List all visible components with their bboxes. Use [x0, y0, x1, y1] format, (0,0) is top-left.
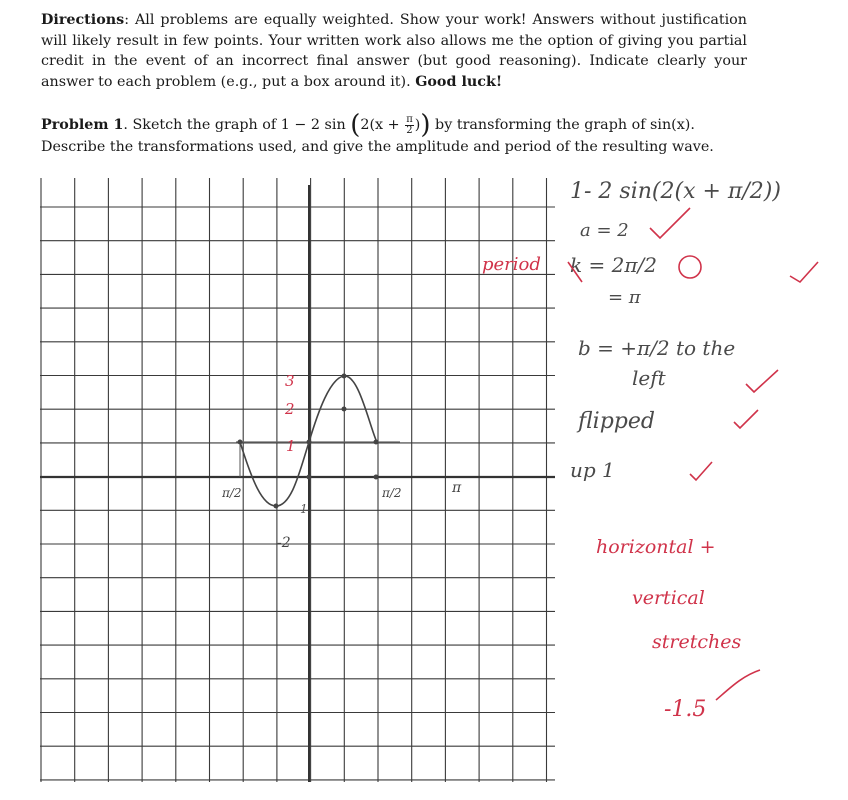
- point: [342, 407, 347, 412]
- y-label-1: 1: [286, 437, 296, 455]
- x-label-neg-pi-half: π/2: [222, 486, 242, 500]
- x-label-pi: π: [452, 480, 462, 496]
- y-label-neg2: -2: [277, 535, 291, 551]
- problem-heading: Problem 1: [41, 117, 124, 133]
- grader-comment-horizontal: horizontal +: [596, 536, 716, 558]
- good-luck: Good luck!: [415, 73, 503, 90]
- grader-comment-vertical: vertical: [632, 587, 705, 609]
- problem-1-statement: Problem 1. Sketch the graph of 1 − 2 sin (2(x + $\frac{\pi}{2}$ )) by transforming the graph of sin(x). Describe the transformations used, and give the amplitude and period of the resulting wave.: [41, 110, 714, 155]
- problem-text-after: by transforming the graph of sin(x). Describe the transformations used, and give the amplitude and period of the resulting wave.: [41, 117, 714, 155]
- problem-text-before: . Sketch the graph of 1 − 2 sin: [123, 117, 346, 133]
- point: [374, 475, 379, 480]
- pi-over-two-fraction: $\frac{\pi}{2}$: [406, 113, 413, 136]
- point: [307, 475, 312, 480]
- x-label-pi-half: π/2: [382, 486, 402, 500]
- y-label-3: 3: [285, 372, 295, 390]
- point: [374, 440, 379, 445]
- point: [238, 440, 243, 445]
- work-line-up: up 1: [570, 458, 615, 482]
- y-label-neg1: 1: [300, 502, 308, 516]
- checkmark: [790, 262, 818, 282]
- checkmark: [650, 208, 690, 238]
- checkmark: [734, 410, 758, 428]
- checkmark: [716, 670, 760, 700]
- point: [274, 504, 279, 509]
- y-label-2: 2: [285, 400, 295, 418]
- circled-denominator: [679, 256, 701, 278]
- work-line-flipped: flipped: [578, 409, 655, 434]
- directions-paragraph: Directions: All problems are equally weighted. Show your work! Answers without justification will likely result in few points. Your written work also allows me the option of giving you partial credit in the event of an incorrect final answer (but good reasoning). Indicate clearly your answer to each problem (e.g., put a box around it). Good luck!: [41, 12, 747, 90]
- work-line-shift: b = +π/2 to the: [578, 336, 736, 360]
- work-line-amplitude: a = 2: [580, 220, 629, 241]
- checkmark: [746, 370, 778, 392]
- work-line-equation: 1- 2 sin(2(x + π/2)): [570, 179, 781, 204]
- checkmark: [690, 462, 712, 480]
- point: [307, 440, 312, 445]
- work-line-left: left: [632, 366, 666, 390]
- problem-expr-inner: 2(x +: [360, 117, 400, 133]
- directions-text: All problems are equally weighted. Show your work! Answers without justification will likely result in few points. Your written work also allows me the option of giving you partial credit in the event of an incorrect final answer (but good reasoning). Indicate clearly your answer to each problem (e.g., put a box around it).: [41, 12, 747, 90]
- grader-comment-stretches: stretches: [652, 631, 742, 653]
- work-line-equals-pi: = π: [608, 287, 641, 308]
- directions-heading: Directions: [41, 12, 125, 28]
- grader-period-label: period: [482, 254, 541, 275]
- point: [342, 374, 347, 379]
- grader-score: -1.5: [664, 697, 707, 722]
- work-line-k: k = 2π/2: [570, 253, 657, 277]
